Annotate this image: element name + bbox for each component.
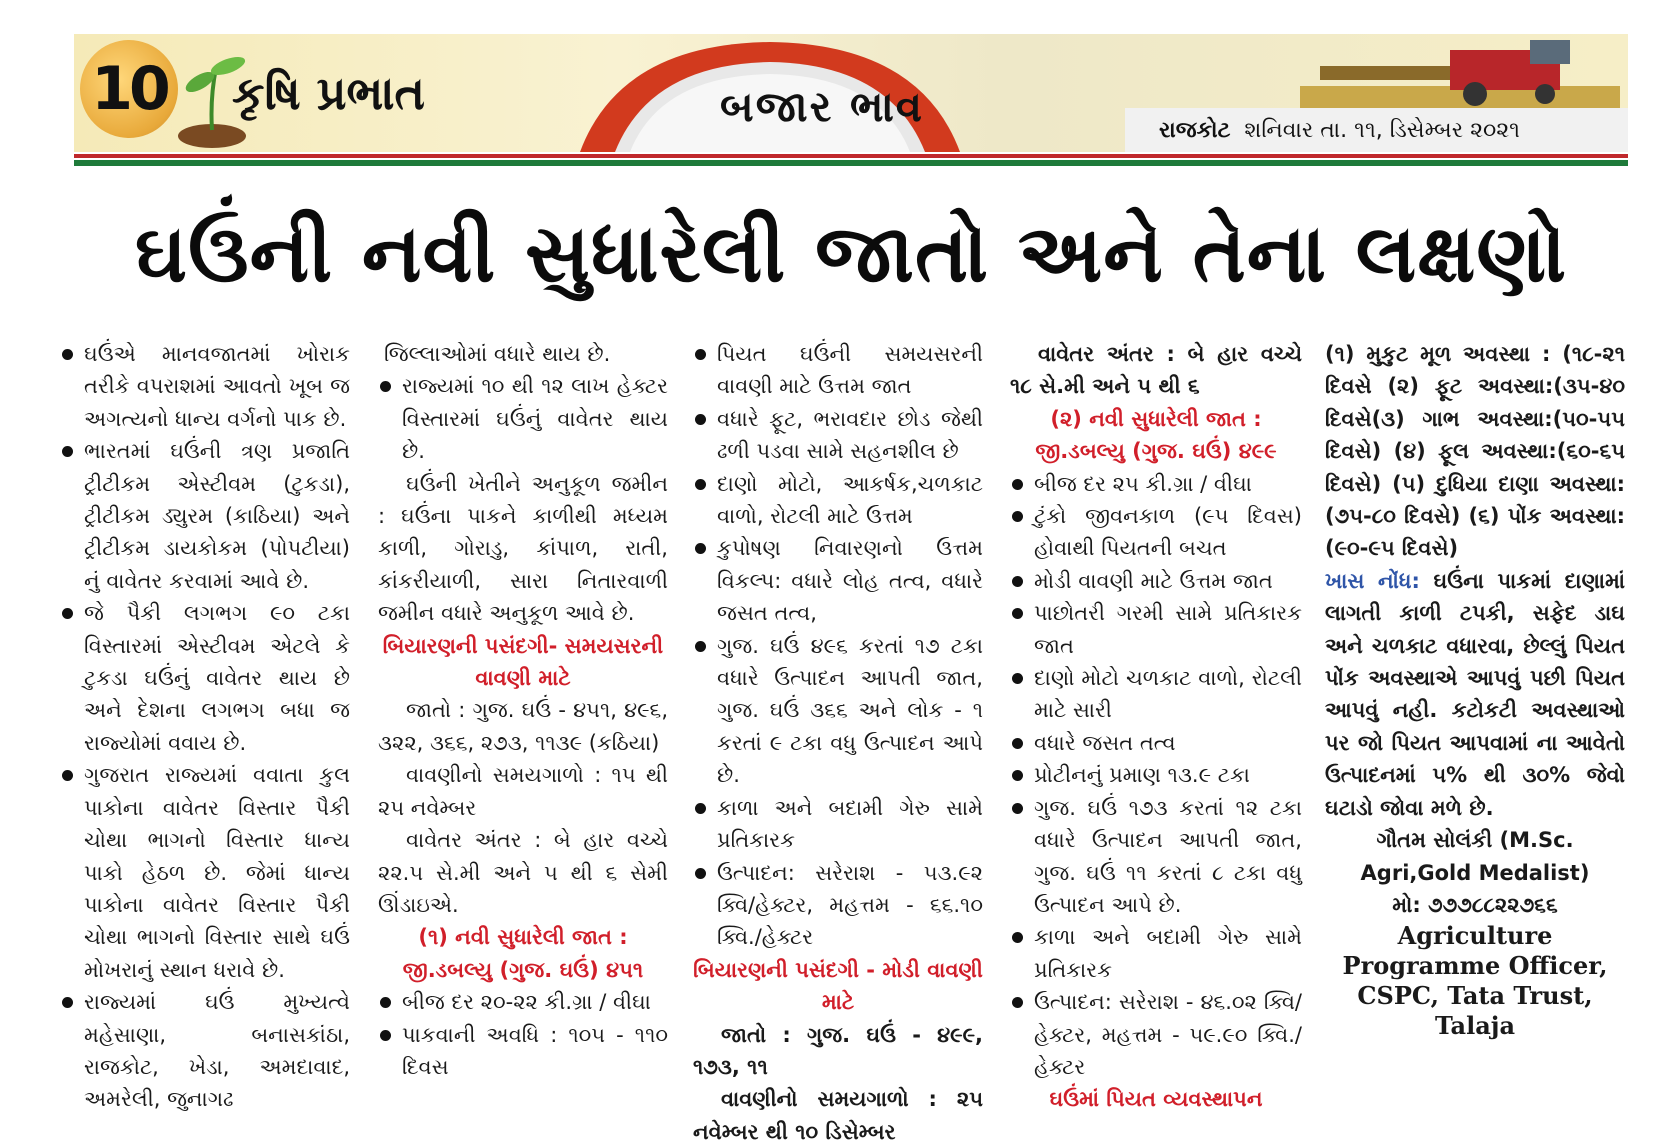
list-item: રાજ્યમાં ઘઉં મુખ્યત્વે મહેસાણા, બનાસકાંઠા, રાજકોટ, ખેડા, અમદાવાદ, અમરેલી, જુનાગઢ — [60, 986, 350, 1116]
banner-red-line — [74, 154, 1628, 158]
list-item: બીજ દર ૨૫ કી.ગ્રા / વીઘા — [1010, 468, 1302, 500]
list-item: કાળા અને બદામી ગેરુ સામે પ્રતિકારક — [693, 792, 983, 857]
list-item: ટુંકો જીવનકાળ (૯૫ દિવસ) હોવાથી પિયતની બચત — [1010, 500, 1302, 565]
list-item: દાણો મોટો, આકર્ષક,ચળકાટ વાળો, રોટલી માટે ઉત્તમ — [693, 468, 983, 533]
list-item: પિયત ઘઉંની સમયસરની વાવણી માટે ઉત્તમ જાત — [693, 338, 983, 403]
section-title: બજાર ભાવ — [720, 82, 925, 131]
column-4 — [1010, 338, 1302, 1116]
column-3 — [693, 338, 983, 1148]
publication-name: કૃષિ પ્રભાત — [232, 66, 426, 120]
list-item: મોડી વાવણી માટે ઉત્તમ જાત — [1010, 565, 1302, 597]
list-item: ભારતમાં ઘઉંની ત્રણ પ્રજાતિ ટ્રીટીકમ એસ્ટીવમ (ટુકડા), ટ્રીટીકમ ડ્યુરમ (કાઠિયા) અને ટ્રીટીકમ ડાયકોકમ (પોપટીયા) નું વાવેતર કરવામાં આવે છે. — [60, 435, 350, 597]
list-item: વધારે ફૂટ, ભરાવદાર છોડ જેથી ઢળી પડવા સામે સહનશીલ છે — [693, 403, 983, 468]
dateline — [1125, 108, 1628, 152]
subheading: ઘઉંમાં પિયત વ્યવસ્થાપન — [1049, 1087, 1263, 1112]
subheading: (૧) નવી સુધારેલી જાત : જી.ડબલ્યુ (ગુજ. ઘઉં) ૪૫૧ — [402, 925, 644, 982]
article-headline: ઘઉંની નવી સુધારેલી જાતો અને તેના લક્ષણો — [134, 207, 1568, 300]
list-item: વધારે જસત તત્વ — [1010, 727, 1302, 759]
note-text: ઘઉંના પાકમાં દાણામાં લાગતી કાળી ટપકી, સફેદ ડાઘ અને ચળકાટ વધારવા, છેલ્લું પિયત પોંક અવસ્થાએ આપવું પછી પિયત આપવું નહી. કટોકટી અવસ્થાઓ પર જો પિયત આપવામાં ના આવેતો ઉત્પાદનમાં ૫% થી ૩૦% જેવો ઘટાડો જોવા મળે છે. — [1325, 568, 1626, 820]
subheading: બિયારણની પસંદગી- સમયસરની વાવણી માટે — [382, 633, 664, 691]
paragraph: વાવણીનો સમયગાળો : ૧૫ થી ૨૫ નવેમ્બર — [378, 763, 668, 820]
harvester-image — [1300, 36, 1620, 110]
dateline-city: રાજકોટ — [1159, 117, 1231, 143]
list-item: રાજ્યમાં ૧૦ થી ૧૨ લાખ હેક્ટર વિસ્તારમાં ઘઉંનું વાવેતર થાય છે. — [378, 370, 668, 467]
paragraph: ઘઉંની ખેતીને અનુકૂળ જમીન : ઘઉંના પાકને કાળીથી મધ્યમ કાળી, ગોરાડુ, કાંપાળ, રાતી, કાંકરીયાળી, સારા નિતારવાળી જમીન વધારે અનુકૂળ આવે છે. — [378, 471, 668, 626]
list-item: પાછોતરી ગરમી સામે પ્રતિકારક જાત — [1010, 597, 1302, 662]
paragraph: વાવેતર અંતર : બે હાર વચ્ચે ૨૨.૫ સે.મી અને ૫ થી ૬ સેમી ઊંડાઇએ. — [378, 828, 668, 917]
paragraph: જાતો : ગુજ. ઘઉં - ૪૯૯, ૧૭૩, ૧૧ — [693, 1022, 983, 1079]
paragraph: જાતો : ગુજ. ઘઉં - ૪૫૧, ૪૯૬, ૩૨૨, ૩૬૬, ૨૭૩, ૧૧૩૯ (કઠિયા) — [378, 698, 668, 755]
list-item: જે પૈકી લગભગ ૯૦ ટકા વિસ્તારમાં એસ્ટીવમ એટલે કે ટુકડા ઘઉંનું વાવેતર થાય છે અને દેશના લગભગ બધા જ રાજ્યોમાં વવાય છે. — [60, 597, 350, 759]
paragraph: (૧) મુકુટ મૂળ અવસ્થા : (૧૮-૨૧ દિવસે (૨) ફૂટ અવસ્થા:(૩૫-૪૦ દિવસે(૩) ગાભ અવસ્થા:(૫૦-૫૫ દિવસે) (૪) ફૂલ અવસ્થા:(૬૦-૬૫ દિવસે) (૫) દુધિયા દાણા અવસ્થા: (૭૫-૮૦ દિવસે) (૬) પોંક અવસ્થા:(૯૦-૯૫ દિવસે) — [1325, 342, 1625, 561]
author-name: ગૌતમ સોલંકી (M.Sc. Agri,Gold Medalist) — [1360, 828, 1590, 885]
banner-green-line — [74, 160, 1628, 166]
note-label: ખાસ નોંધ: — [1325, 568, 1420, 593]
list-item: કુપોષણ નિવારણનો ઉત્તમ વિકલ્પ: વધારે લોહ તત્વ, વધારે જસત તત્વ, — [693, 532, 983, 629]
list-item: ગુજરાત રાજ્યમાં વવાતા કુલ પાકોના વાવેતર વિસ્તાર પૈકી ચોથા ભાગનો વિસ્તાર ધાન્ય પાકો હેઠળ છે. જેમાં ધાન્ય પાકોના વાવેતર વિસ્તાર પૈકી ચોથા ભાગનો વિસ્તાર સાથે ઘઉં મોખરાનું સ્થાન ધરાવે છે. — [60, 759, 350, 986]
list-item: ઘઉંએ માનવજાતમાં ખોરાક તરીકે વપરાશમાં આવતો ખૂબ જ અગત્યનો ધાન્ય વર્ગનો પાક છે. — [60, 338, 350, 435]
list-item: ગુજ. ઘઉં ૧૭૩ કરતાં ૧૨ ટકા વધારે ઉત્પાદન આપતી જાત, ગુજ. ઘઉં ૧૧ કરતાં ૮ ટકા વધુ ઉત્પાદન આપે છે. — [1010, 792, 1302, 922]
list-item: ઉત્પાદન: સરેરાશ - ૫૩.૯૨ ક્વિ/હેક્ટર, મહત્તમ - ૬૬.૧૦ ક્વિ./હેક્ટર — [693, 857, 983, 954]
subheading: (૨) નવી સુધારેલી જાત : જી.ડબલ્યુ (ગુજ. ઘઉં) ૪૯૯ — [1035, 406, 1277, 464]
paragraph: વાવણીનો સમયગાળો : ૨૫ નવેમ્બર થી ૧૦ ડિસેમ્બર — [693, 1087, 983, 1144]
paragraph: વાવેતર અંતર : બે હાર વચ્ચે ૧૮ સે.મી અને ૫ થી ૬ — [1010, 342, 1302, 399]
list-item: બીજ દર ૨૦-૨૨ કી.ગ્રા / વીઘા — [378, 986, 668, 1018]
list-item: પ્રોટીનનું પ્રમાણ ૧૩.૯ ટકા — [1010, 759, 1302, 791]
column-1 — [60, 338, 350, 1116]
list-item: ઉત્પાદન: સરેરાશ - ૪૬.૦૨ ક્વિ/હેક્ટર, મહત્તમ - ૫૯.૯૦ ક્વિ./હેક્ટર — [1010, 986, 1302, 1083]
author-title: Agriculture Programme Officer, CSPC, Tata Trust, Talaja — [1342, 921, 1608, 1041]
paragraph: જિલ્લાઓમાં વધારે થાય છે. — [384, 342, 611, 366]
page-number-badge: 10 — [80, 40, 178, 138]
list-item: દાણો મોટો ચળકાટ વાળો, રોટલી માટે સારી — [1010, 662, 1302, 727]
column-2 — [378, 338, 668, 1083]
list-item: પાકવાની અવધિ : ૧૦૫ - ૧૧૦ દિવસ — [378, 1019, 668, 1084]
list-item: ગુજ. ઘઉં ૪૯૬ કરતાં ૧૭ ટકા વધારે ઉત્પાદન આપતી જાત, ગુજ. ઘઉં ૩૬૬ અને લોક - ૧ કરતાં ૯ ટકા વધુ ઉત્પાદન આપે છે. — [693, 630, 983, 792]
author-phone: મો: ૭૭૭૮૮૨૨૭૬૬ — [1392, 892, 1558, 917]
column-5 — [1325, 338, 1625, 1041]
note-paragraph — [1325, 565, 1625, 824]
dateline-date: શનિવાર તા. ૧૧, ડિસેમ્બર ૨૦૨૧ — [1244, 117, 1520, 143]
list-item: કાળા અને બદામી ગેરુ સામે પ્રતિકારક — [1010, 921, 1302, 986]
subheading: બિયારણની પસંદગી - મોડી વાવણી માટે — [693, 957, 983, 1015]
